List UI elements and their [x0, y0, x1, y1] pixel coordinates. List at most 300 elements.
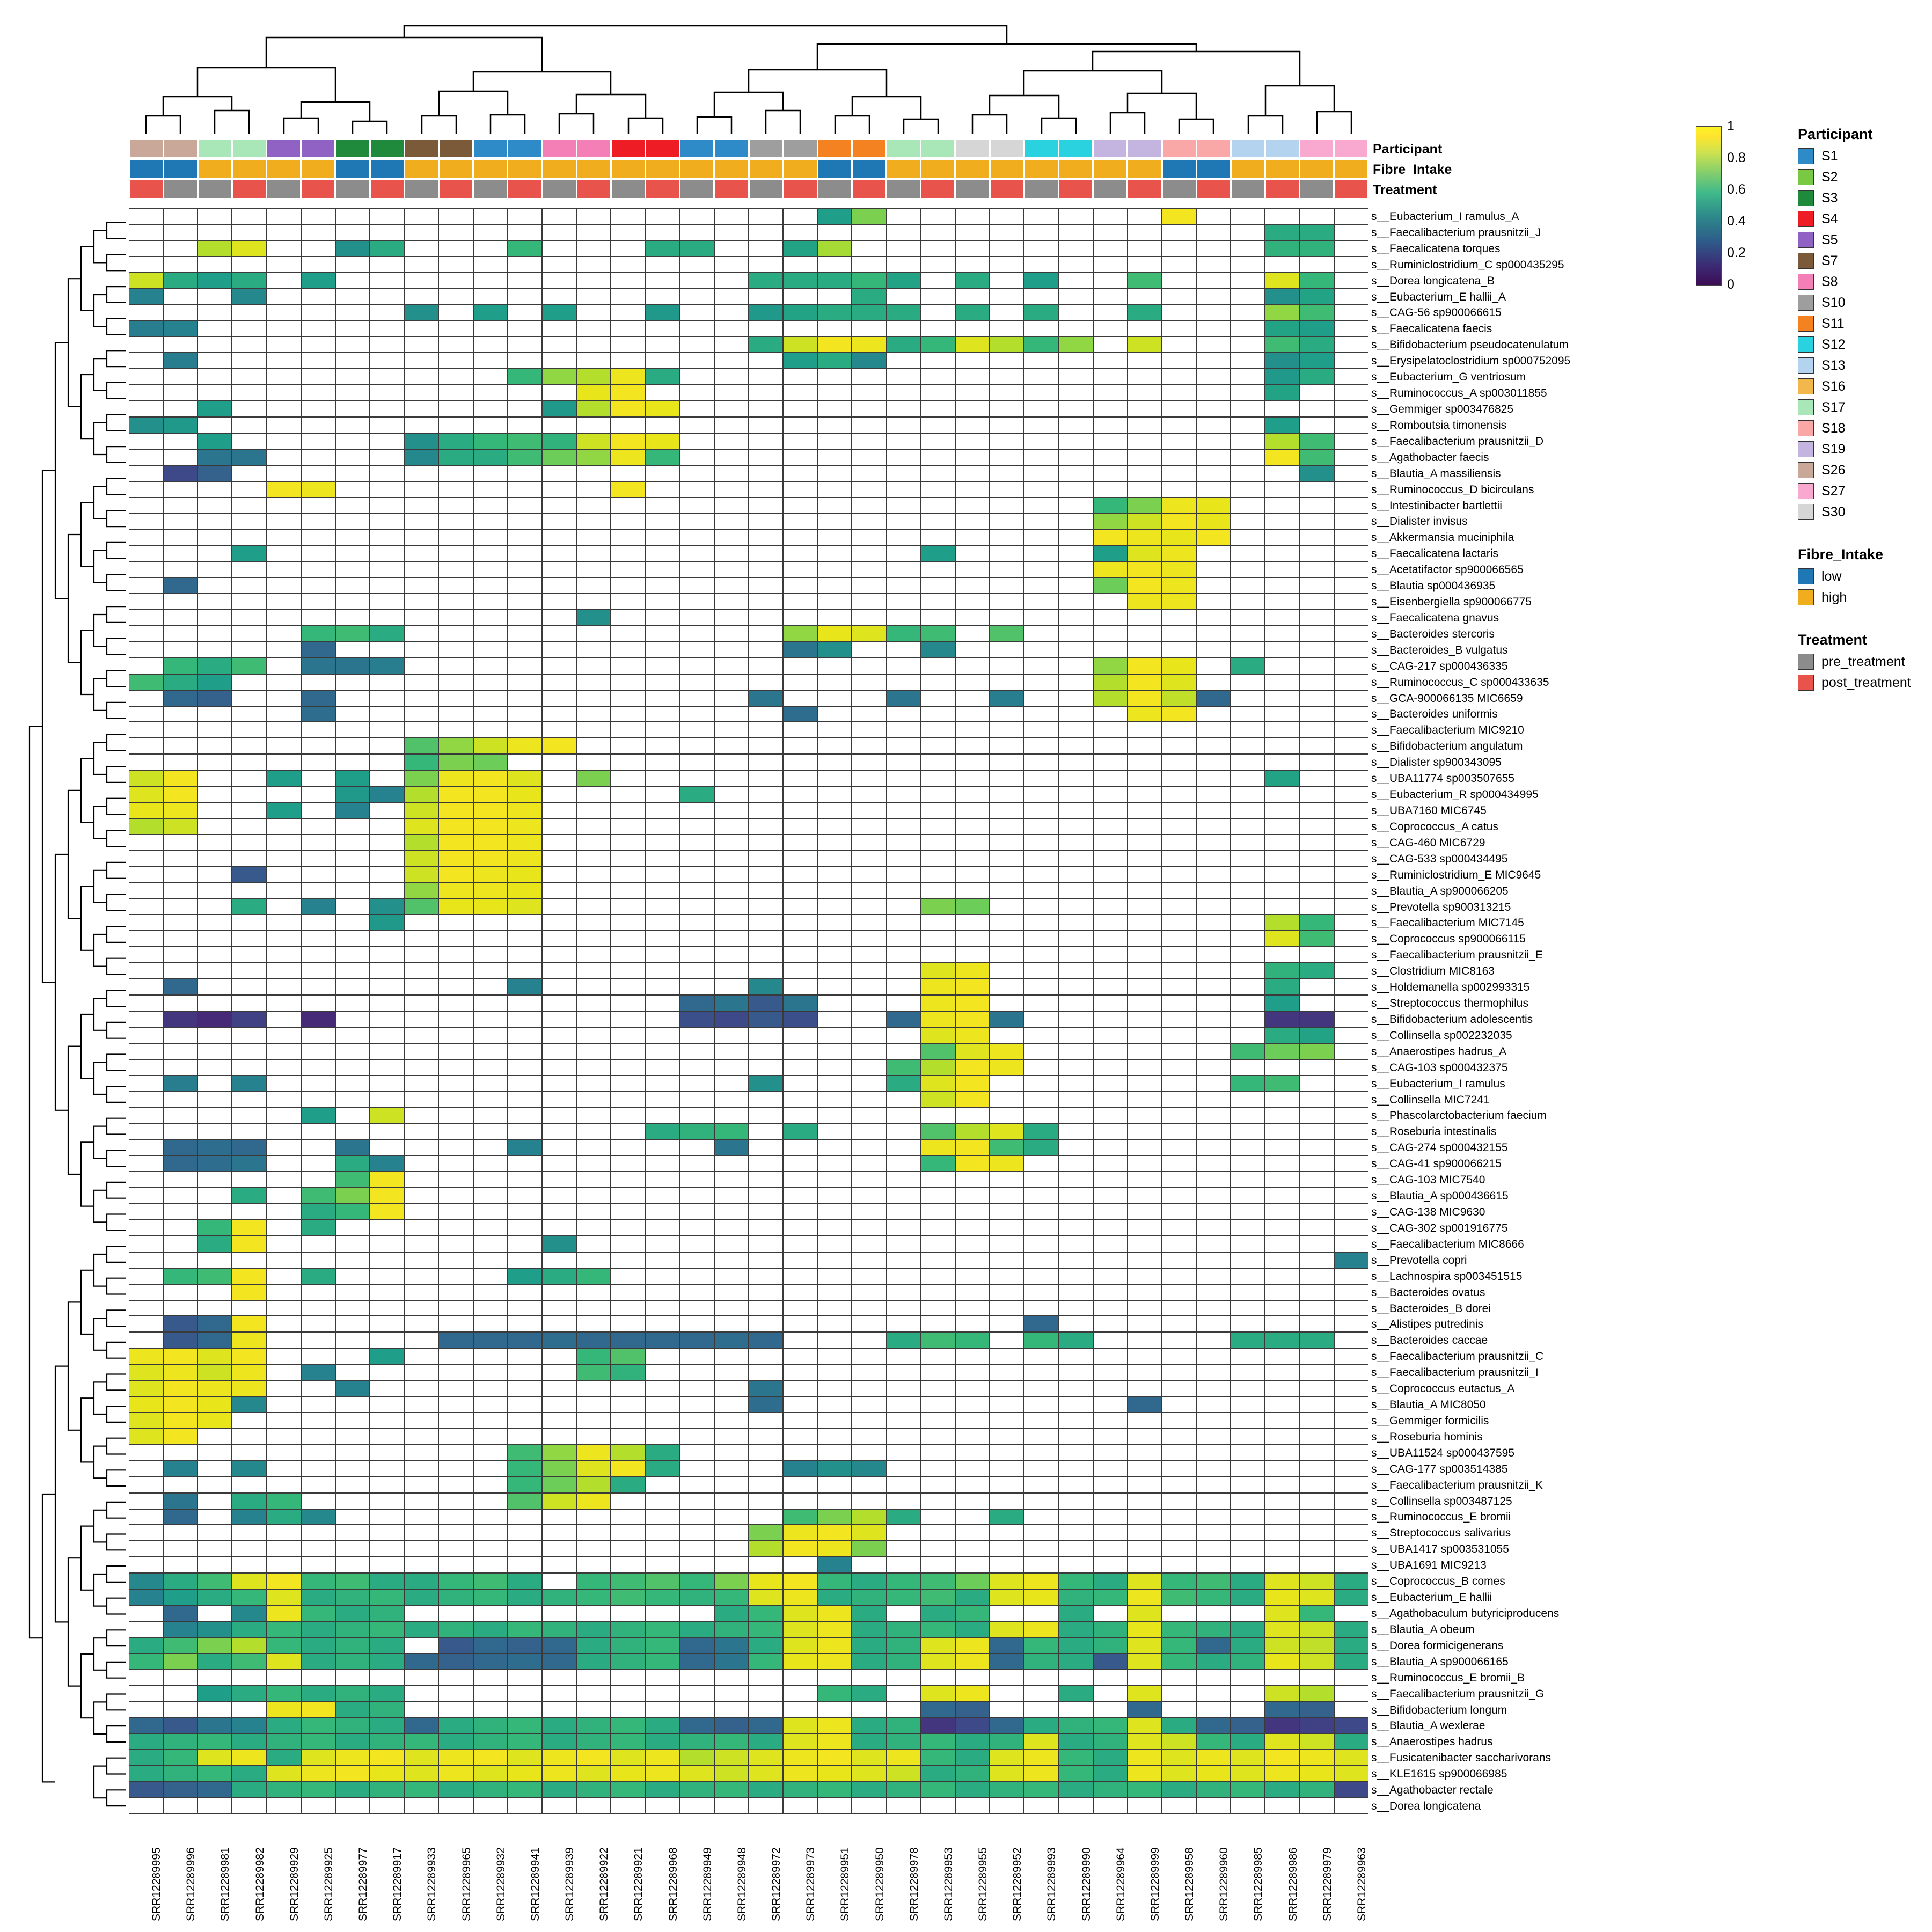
legend-item-participant[interactable] — [1798, 211, 1927, 227]
heatmap-cell — [1128, 1461, 1162, 1477]
heatmap-cell — [749, 385, 783, 401]
heatmap-cell — [783, 1316, 817, 1332]
heatmap-cell — [611, 1396, 645, 1413]
heatmap-cell — [1196, 305, 1231, 321]
heatmap-cell — [887, 1027, 921, 1043]
heatmap-cell — [852, 305, 886, 321]
heatmap-cell — [404, 851, 438, 867]
heatmap-cell — [576, 369, 611, 385]
heatmap-cell — [1265, 722, 1299, 738]
heatmap-cell — [1024, 626, 1058, 642]
heatmap-cell — [129, 1477, 163, 1493]
heatmap-cell — [542, 1589, 576, 1605]
heatmap-cell — [783, 1413, 817, 1429]
heatmap-cell — [714, 289, 749, 305]
heatmap-cell — [783, 738, 817, 754]
heatmap-cell — [473, 449, 508, 465]
heatmap-cell — [232, 513, 266, 529]
heatmap-cell — [1334, 545, 1368, 561]
legend-swatch — [1798, 232, 1814, 248]
heatmap-cell — [508, 914, 542, 931]
heatmap-cell — [611, 497, 645, 514]
heatmap-cell — [267, 273, 301, 289]
heatmap-cell — [714, 1653, 749, 1670]
heatmap-cell — [783, 1092, 817, 1108]
heatmap-cell — [1265, 240, 1299, 257]
heatmap-cell — [370, 1750, 404, 1766]
legend-item-participant[interactable] — [1798, 399, 1927, 415]
heatmap-cell — [887, 867, 921, 883]
heatmap-cell — [817, 320, 852, 336]
legend-item-fibre-intake[interactable] — [1798, 568, 1927, 584]
column-label: SRR12289978 — [908, 1847, 920, 1921]
heatmap-cell — [232, 1653, 266, 1670]
heatmap-cell — [1093, 1750, 1128, 1766]
heatmap-cell — [1093, 786, 1128, 802]
heatmap-cell — [267, 320, 301, 336]
heatmap-cell — [129, 208, 163, 224]
heatmap-cell — [1231, 1059, 1265, 1075]
treatment-annotation-cell — [991, 180, 1023, 198]
heatmap-cell — [714, 610, 749, 626]
heatmap-cell — [1058, 1380, 1093, 1396]
heatmap-cell — [783, 433, 817, 449]
heatmap-cell — [611, 626, 645, 642]
heatmap-cell — [887, 818, 921, 835]
heatmap-cell — [1265, 1509, 1299, 1525]
heatmap-cell — [576, 1204, 611, 1220]
column-label: SRR12289921 — [632, 1847, 645, 1921]
heatmap-cell — [955, 818, 990, 835]
heatmap-cell — [129, 1429, 163, 1445]
heatmap-cell — [1334, 914, 1368, 931]
heatmap-cell — [163, 208, 197, 224]
heatmap-cell — [1300, 1429, 1334, 1445]
heatmap-cell — [1300, 1300, 1334, 1316]
heatmap-cell — [1024, 240, 1058, 257]
row-label: s__Blautia_A massiliensis — [1371, 467, 1501, 480]
heatmap-cell — [817, 1092, 852, 1108]
column-label: SRR12289951 — [839, 1847, 852, 1921]
heatmap-cell — [1300, 1284, 1334, 1300]
heatmap-cell — [955, 545, 990, 561]
heatmap-cell — [990, 722, 1024, 738]
heatmap-cell — [817, 1172, 852, 1188]
heatmap-cell — [1058, 1798, 1093, 1814]
heatmap-cell — [611, 979, 645, 995]
heatmap-cell — [163, 1236, 197, 1252]
heatmap-cell — [680, 706, 714, 722]
heatmap-cell — [1231, 802, 1265, 818]
legend-item-participant[interactable] — [1798, 316, 1927, 332]
heatmap-cell — [508, 577, 542, 594]
row-label: s__Eubacterium_G ventriosum — [1371, 371, 1526, 384]
heatmap-cell — [163, 979, 197, 995]
heatmap-cell — [1093, 690, 1128, 706]
heatmap-cell — [197, 786, 232, 802]
row-label: s__Prevotella sp900313215 — [1371, 901, 1511, 913]
heatmap-cell — [232, 914, 266, 931]
heatmap-cell — [508, 336, 542, 353]
heatmap-cell — [1024, 1782, 1058, 1798]
heatmap-cell — [197, 722, 232, 738]
legend-label: S19 — [1821, 441, 1846, 457]
heatmap-cell — [438, 1380, 473, 1396]
heatmap-cell — [542, 931, 576, 947]
heatmap-cell — [129, 465, 163, 481]
column-labels — [129, 1817, 1368, 1924]
heatmap-cell — [1196, 257, 1231, 273]
heatmap-cell — [197, 658, 232, 674]
heatmap-cell — [714, 1284, 749, 1300]
heatmap-cell — [542, 305, 576, 321]
heatmap-cell — [404, 1092, 438, 1108]
heatmap-cell — [370, 465, 404, 481]
legend-item-participant[interactable] — [1798, 378, 1927, 394]
heatmap-cell — [438, 1573, 473, 1589]
heatmap-cell — [197, 1670, 232, 1686]
heatmap-cell — [955, 770, 990, 786]
heatmap-cell — [335, 690, 370, 706]
heatmap-cell — [163, 1413, 197, 1429]
heatmap-cell — [887, 1252, 921, 1268]
heatmap-cell — [1265, 497, 1299, 514]
legend-item-treatment[interactable] — [1798, 654, 1927, 670]
heatmap-cell — [990, 577, 1024, 594]
heatmap-cell — [438, 1011, 473, 1027]
heatmap-cell — [645, 995, 679, 1011]
heatmap-cell — [508, 417, 542, 433]
heatmap-cell — [955, 690, 990, 706]
heatmap-cell — [438, 1686, 473, 1702]
heatmap-cell — [1058, 353, 1093, 369]
treatment-annotation-cell — [302, 180, 334, 198]
heatmap-cell — [404, 1316, 438, 1332]
heatmap-cell — [508, 1653, 542, 1670]
heatmap-cell — [1196, 1525, 1231, 1541]
heatmap-cell — [370, 561, 404, 577]
heatmap-cell — [714, 1477, 749, 1493]
heatmap-cell — [404, 690, 438, 706]
heatmap-cell — [1265, 995, 1299, 1011]
legend-item-participant[interactable] — [1798, 336, 1927, 353]
heatmap-cell — [1024, 1461, 1058, 1477]
heatmap-cell — [714, 497, 749, 514]
heatmap-cell — [197, 594, 232, 610]
heatmap-cell — [1128, 224, 1162, 240]
heatmap-cell — [645, 561, 679, 577]
heatmap-cell — [955, 353, 990, 369]
heatmap-cell — [370, 1155, 404, 1172]
heatmap-cell — [163, 1268, 197, 1284]
heatmap-cell — [1058, 1108, 1093, 1124]
heatmap-cell — [370, 433, 404, 449]
heatmap-cell — [1334, 1605, 1368, 1621]
heatmap-cell — [1058, 1605, 1093, 1621]
legend-item-participant[interactable] — [1798, 274, 1927, 290]
heatmap-cell — [438, 401, 473, 417]
heatmap-cell — [1128, 610, 1162, 626]
heatmap-cell — [990, 1108, 1024, 1124]
heatmap-cell — [1093, 1621, 1128, 1637]
heatmap-cell — [680, 1670, 714, 1686]
heatmap-cell — [335, 401, 370, 417]
heatmap-cell — [163, 802, 197, 818]
heatmap-cell — [267, 1686, 301, 1702]
heatmap-cell — [1128, 433, 1162, 449]
heatmap-cell — [645, 1011, 679, 1027]
heatmap-cell — [576, 914, 611, 931]
heatmap-cell — [1128, 385, 1162, 401]
heatmap-cell — [1093, 1252, 1128, 1268]
heatmap-cell — [1231, 1477, 1265, 1493]
heatmap-cell — [852, 1493, 886, 1509]
heatmap-cell — [267, 1589, 301, 1605]
legend-item-fibre-intake[interactable] — [1798, 589, 1927, 605]
heatmap-cell — [749, 1268, 783, 1284]
legend-item-participant[interactable] — [1798, 420, 1927, 436]
heatmap-cell — [267, 1236, 301, 1252]
heatmap-cell — [473, 1011, 508, 1027]
heatmap-cell — [1162, 497, 1196, 514]
heatmap-cell — [576, 481, 611, 497]
heatmap-cell — [1058, 1220, 1093, 1236]
heatmap-cell — [611, 674, 645, 690]
heatmap-cell — [1024, 1332, 1058, 1348]
heatmap-cell — [714, 336, 749, 353]
heatmap-cell — [197, 273, 232, 289]
heatmap-cell — [990, 1027, 1024, 1043]
legend-item-participant[interactable] — [1798, 295, 1927, 311]
heatmap-cell — [680, 1396, 714, 1413]
heatmap-cell — [1128, 1766, 1162, 1782]
legend-item-participant[interactable] — [1798, 441, 1927, 457]
heatmap-cell — [955, 401, 990, 417]
heatmap-cell — [1334, 336, 1368, 353]
heatmap-cell — [921, 995, 955, 1011]
heatmap-cell — [1058, 1702, 1093, 1718]
legend-item-treatment[interactable] — [1798, 675, 1927, 691]
row-label: s__Bacteroides uniformis — [1371, 708, 1498, 721]
heatmap-cell — [370, 1364, 404, 1380]
heatmap-cell — [955, 1364, 990, 1380]
legend-item-participant[interactable] — [1798, 357, 1927, 374]
heatmap-cell — [508, 867, 542, 883]
heatmap-cell — [1231, 1733, 1265, 1750]
heatmap-cell — [955, 320, 990, 336]
column-label: SRR12289939 — [564, 1847, 576, 1921]
heatmap-cell — [852, 835, 886, 851]
heatmap-cell — [1128, 979, 1162, 995]
heatmap-cell — [955, 1557, 990, 1573]
heatmap-cell — [680, 690, 714, 706]
heatmap-cell — [783, 561, 817, 577]
heatmap-cell — [921, 1380, 955, 1396]
heatmap-cell — [852, 642, 886, 658]
heatmap-cell — [197, 465, 232, 481]
heatmap-cell — [370, 1332, 404, 1348]
heatmap-cell — [1128, 594, 1162, 610]
participant-annotation-cell — [612, 140, 645, 157]
heatmap-cell — [817, 208, 852, 224]
heatmap-cell — [1231, 1332, 1265, 1348]
heatmap-cell — [1024, 1348, 1058, 1364]
column-label: SRR12289960 — [1218, 1847, 1231, 1921]
heatmap-cell — [163, 626, 197, 642]
heatmap-cell — [749, 899, 783, 915]
heatmap-cell — [197, 914, 232, 931]
heatmap-cell — [714, 305, 749, 321]
fibre-intake-annotation-cell — [646, 160, 679, 178]
heatmap-cell — [783, 369, 817, 385]
heatmap-cell — [1093, 1557, 1128, 1573]
heatmap-cell — [955, 385, 990, 401]
heatmap-cell — [749, 1172, 783, 1188]
heatmap-cell — [749, 305, 783, 321]
heatmap-cell — [232, 1573, 266, 1589]
heatmap-cell — [1093, 561, 1128, 577]
heatmap-cell — [508, 465, 542, 481]
legend-item-participant[interactable] — [1798, 253, 1927, 269]
heatmap-cell — [714, 1717, 749, 1733]
heatmap-cell — [783, 1236, 817, 1252]
heatmap-cell — [129, 1621, 163, 1637]
heatmap-cell — [1093, 369, 1128, 385]
heatmap-cell — [1265, 1493, 1299, 1509]
heatmap-cell — [1334, 1445, 1368, 1461]
heatmap-cell — [267, 1621, 301, 1637]
heatmap-cell — [129, 1348, 163, 1364]
heatmap-cell — [508, 1236, 542, 1252]
heatmap-cell — [576, 1509, 611, 1525]
heatmap-cell — [576, 1348, 611, 1364]
heatmap-cell — [473, 320, 508, 336]
legend-item-participant[interactable] — [1798, 462, 1927, 478]
heatmap-cell — [1196, 353, 1231, 369]
legend-item-participant[interactable] — [1798, 232, 1927, 248]
heatmap-cell — [473, 1621, 508, 1637]
legend-item-participant[interactable] — [1798, 148, 1927, 164]
heatmap-cell — [129, 1670, 163, 1686]
legend-item-participant[interactable] — [1798, 504, 1927, 520]
heatmap-cell — [267, 738, 301, 754]
row-label: s__UBA11524 sp000437595 — [1371, 1446, 1515, 1459]
heatmap-cell — [508, 1284, 542, 1300]
heatmap-cell — [1334, 1557, 1368, 1573]
heatmap-cell — [404, 674, 438, 690]
legend-item-participant[interactable] — [1798, 483, 1927, 499]
heatmap-cell — [1024, 257, 1058, 273]
heatmap-cell — [714, 1686, 749, 1702]
heatmap-cell — [1334, 1461, 1368, 1477]
heatmap-cell — [817, 433, 852, 449]
heatmap-cell — [887, 1766, 921, 1782]
column-label: SRR12289977 — [357, 1847, 370, 1921]
fibre-intake-annotation-cell — [267, 160, 300, 178]
heatmap-cell — [508, 1268, 542, 1284]
heatmap-cell — [1093, 305, 1128, 321]
heatmap-cell — [1231, 224, 1265, 240]
heatmap-cell — [921, 1541, 955, 1557]
heatmap-cell — [508, 1155, 542, 1172]
heatmap-cell — [404, 1798, 438, 1814]
heatmap-cell — [1093, 1123, 1128, 1139]
heatmap-cell — [680, 1155, 714, 1172]
heatmap-cell — [404, 706, 438, 722]
heatmap-cell — [921, 1573, 955, 1589]
heatmap-cell — [1231, 417, 1265, 433]
heatmap-cell — [1300, 1108, 1334, 1124]
heatmap-cell — [749, 257, 783, 273]
heatmap-cell — [1334, 658, 1368, 674]
heatmap-cell — [1265, 1589, 1299, 1605]
row-label: s__CAG-302 sp001916775 — [1371, 1221, 1508, 1234]
heatmap-cell — [542, 1284, 576, 1300]
legend-item-participant[interactable] — [1798, 190, 1927, 206]
heatmap-cell — [680, 529, 714, 545]
heatmap-cell — [1093, 818, 1128, 835]
heatmap-cell — [921, 353, 955, 369]
heatmap-cell — [1265, 385, 1299, 401]
heatmap-cell — [370, 738, 404, 754]
heatmap-cell — [955, 610, 990, 626]
heatmap-cell — [129, 1027, 163, 1043]
heatmap-cell — [645, 1798, 679, 1814]
legend-item-participant[interactable] — [1798, 169, 1927, 185]
heatmap-cell — [1196, 1220, 1231, 1236]
heatmap-cell — [990, 1092, 1024, 1108]
heatmap-cell — [817, 1525, 852, 1541]
heatmap-cell — [645, 770, 679, 786]
heatmap-cell — [301, 802, 335, 818]
heatmap-cell — [1334, 690, 1368, 706]
heatmap-cell — [473, 1493, 508, 1509]
heatmap-cell — [1300, 257, 1334, 273]
treatment-annotation-cell — [956, 180, 989, 198]
row-label: s__KLE1615 sp900066985 — [1371, 1768, 1507, 1781]
heatmap-cell — [817, 385, 852, 401]
heatmap-cell — [783, 1108, 817, 1124]
row-label: s__Phascolarctobacterium faecium — [1371, 1109, 1547, 1122]
heatmap-cell — [611, 1702, 645, 1718]
heatmap-cell — [852, 963, 886, 979]
heatmap-cell — [1265, 1284, 1299, 1300]
heatmap-cell — [1093, 1670, 1128, 1686]
heatmap-cell — [611, 1075, 645, 1092]
heatmap-cell — [1300, 1043, 1334, 1059]
heatmap-cell — [197, 433, 232, 449]
heatmap-cell — [370, 1059, 404, 1075]
heatmap-cell — [335, 1461, 370, 1477]
heatmap-cell — [852, 1477, 886, 1493]
heatmap-cell — [887, 947, 921, 963]
heatmap-cell — [1128, 1653, 1162, 1670]
heatmap-cell — [438, 513, 473, 529]
heatmap-cell — [1093, 1236, 1128, 1252]
heatmap-cell — [438, 433, 473, 449]
heatmap-cell — [1300, 401, 1334, 417]
heatmap-cell — [1265, 1027, 1299, 1043]
heatmap-cell — [1058, 320, 1093, 336]
heatmap-cell — [370, 1670, 404, 1686]
heatmap-cell — [267, 1188, 301, 1204]
heatmap-cell — [197, 899, 232, 915]
heatmap-cell — [611, 289, 645, 305]
heatmap-cell — [197, 305, 232, 321]
heatmap-cell — [335, 1782, 370, 1798]
heatmap-cell — [611, 1236, 645, 1252]
heatmap-cell — [1058, 1300, 1093, 1316]
